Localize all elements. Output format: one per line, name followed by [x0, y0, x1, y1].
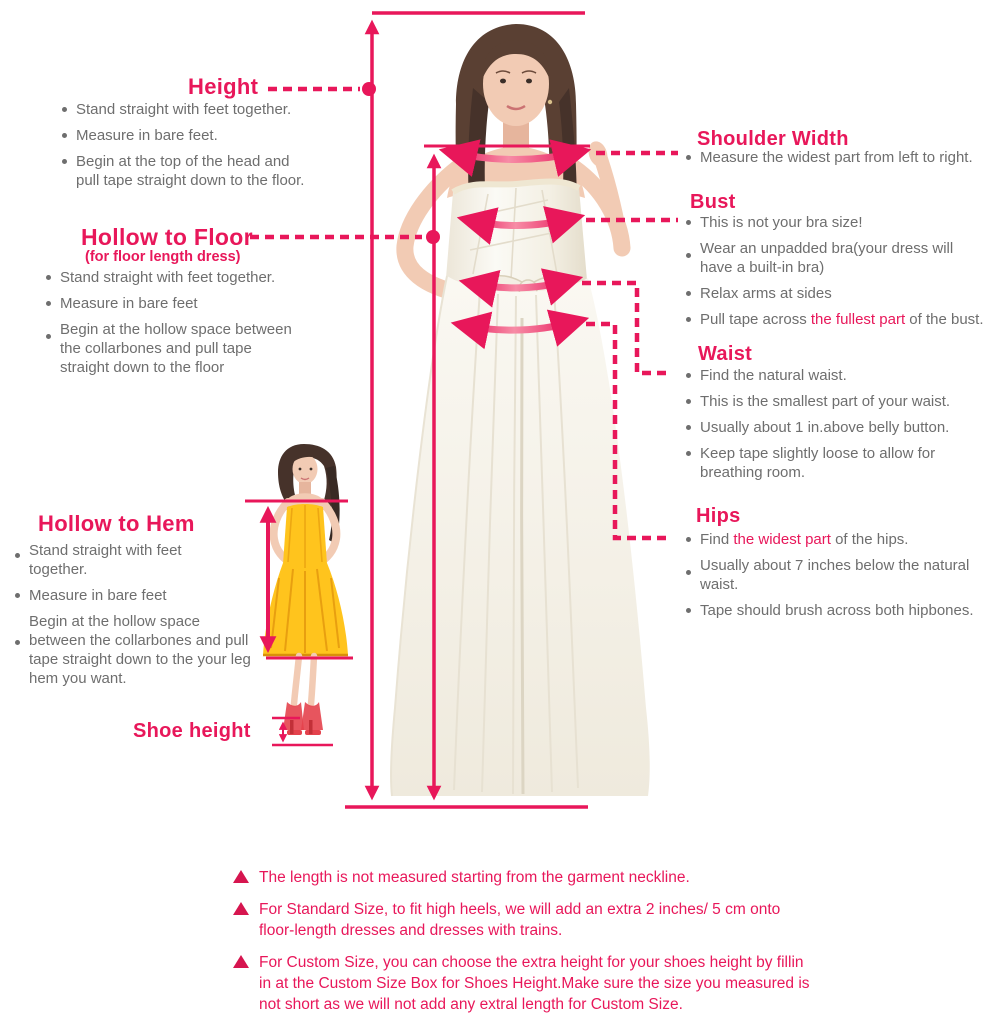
list-item: Wear an unpadded bra(your dress will have a built-in bra) [686, 239, 984, 277]
list-item: Begin at the top of the head and pull tape straight down to the floor. [62, 152, 304, 190]
list-item: Stand straight with feet together. [15, 541, 251, 579]
petite-legs [294, 656, 314, 704]
hollow-to-hem-list [15, 541, 251, 695]
model-skirt [391, 276, 650, 796]
bullet-dot [686, 451, 691, 456]
bullet-dot [46, 334, 51, 339]
waist-title: Waist [698, 343, 753, 365]
note-row: The length is not measured starting from the garment neckline. [233, 867, 810, 888]
bullet-dot [686, 570, 691, 575]
list-item: This is not your bra size! [686, 213, 984, 232]
bust-list [686, 213, 984, 336]
bullet-dot [62, 107, 67, 112]
bullet-dot [686, 317, 691, 322]
list-item: Usually about 7 inches below the natural waist. [686, 556, 974, 594]
bullet-dot [15, 640, 20, 645]
hips-list [686, 530, 974, 627]
shoulder-width-list [686, 148, 973, 174]
hollow-to-floor-list [46, 268, 292, 384]
petite-model-figure [237, 438, 367, 750]
bust-title: Bust [690, 191, 736, 213]
shoulder-width-title: Shoulder Width [697, 128, 849, 150]
list-item: This is the smallest part of your waist. [686, 392, 950, 411]
note-row: For Custom Size, you can choose the extra height for your shoes height by fillin in at the Custom Size Box for Shoes Height.Make sure the size you measured is not short as we will not add any extral length for Custom Size. [233, 952, 810, 1015]
list-item: Stand straight with feet together. [46, 268, 292, 287]
hollow-to-floor-title: Hollow to Floor [81, 224, 253, 250]
main-model-figure [370, 18, 670, 808]
list-item: Begin at the hollow space between the collarbones and pull tape straight down to the your leg hem you want. [15, 612, 251, 688]
list-item: Measure the widest part from left to right. [686, 148, 973, 167]
bullet-dot [15, 553, 20, 558]
shoe-height-title: Shoe height [133, 720, 251, 742]
height-title: Height [188, 74, 259, 99]
list-item: Measure in bare feet [46, 294, 292, 313]
hollow-to-floor-subtitle: (for floor length dress) [85, 249, 241, 265]
bullet-dot [15, 593, 20, 598]
model-face [482, 40, 552, 126]
bullet-dot [686, 537, 691, 542]
bullet-dot [62, 159, 67, 164]
bullet-dot [686, 155, 691, 160]
bullet-dot [686, 291, 691, 296]
bullet-dot [686, 220, 691, 225]
waist-list [686, 366, 950, 489]
bullet-dot [686, 608, 691, 613]
bullet-dot [686, 373, 691, 378]
hips-title: Hips [696, 505, 741, 527]
height-list [62, 100, 304, 197]
warning-triangle-icon [233, 902, 249, 915]
list-item: Usually about 1 in.above belly button. [686, 418, 950, 437]
bullet-dot [46, 301, 51, 306]
list-item: Begin at the hollow space between the collarbones and pull tape straight down to the floor [46, 320, 292, 377]
hollow-to-hem-title: Hollow to Hem [38, 511, 195, 536]
list-item: Stand straight with feet together. [62, 100, 304, 119]
warning-triangle-icon [233, 955, 249, 968]
warning-triangle-icon [233, 870, 249, 883]
list-item: Find the natural waist. [686, 366, 950, 385]
bullet-dot [46, 275, 51, 280]
note-row: For Standard Size, to fit high heels, we will add an extra 2 inches/ 5 cm onto floor-length dresses and dresses with trains. [233, 899, 810, 941]
emphasized-text: the fullest part [810, 311, 906, 328]
emphasized-text: the widest part [733, 531, 831, 548]
footnotes [233, 867, 810, 1024]
list-item: Keep tape slightly loose to allow for breathing room. [686, 444, 950, 482]
bullet-dot [686, 253, 691, 258]
list-item: Pull tape across the fullest part of the bust. [686, 310, 984, 329]
list-item: Find the widest part of the hips. [686, 530, 974, 549]
list-item: Relax arms at sides [686, 284, 984, 303]
petite-shoes [283, 702, 323, 735]
list-item: Measure in bare feet [15, 586, 251, 605]
list-item: Tape should brush across both hipbones. [686, 601, 974, 620]
model-bodice [446, 182, 587, 293]
bullet-dot [686, 425, 691, 430]
list-item: Measure in bare feet. [62, 126, 304, 145]
bullet-dot [62, 133, 67, 138]
bullet-dot [686, 399, 691, 404]
